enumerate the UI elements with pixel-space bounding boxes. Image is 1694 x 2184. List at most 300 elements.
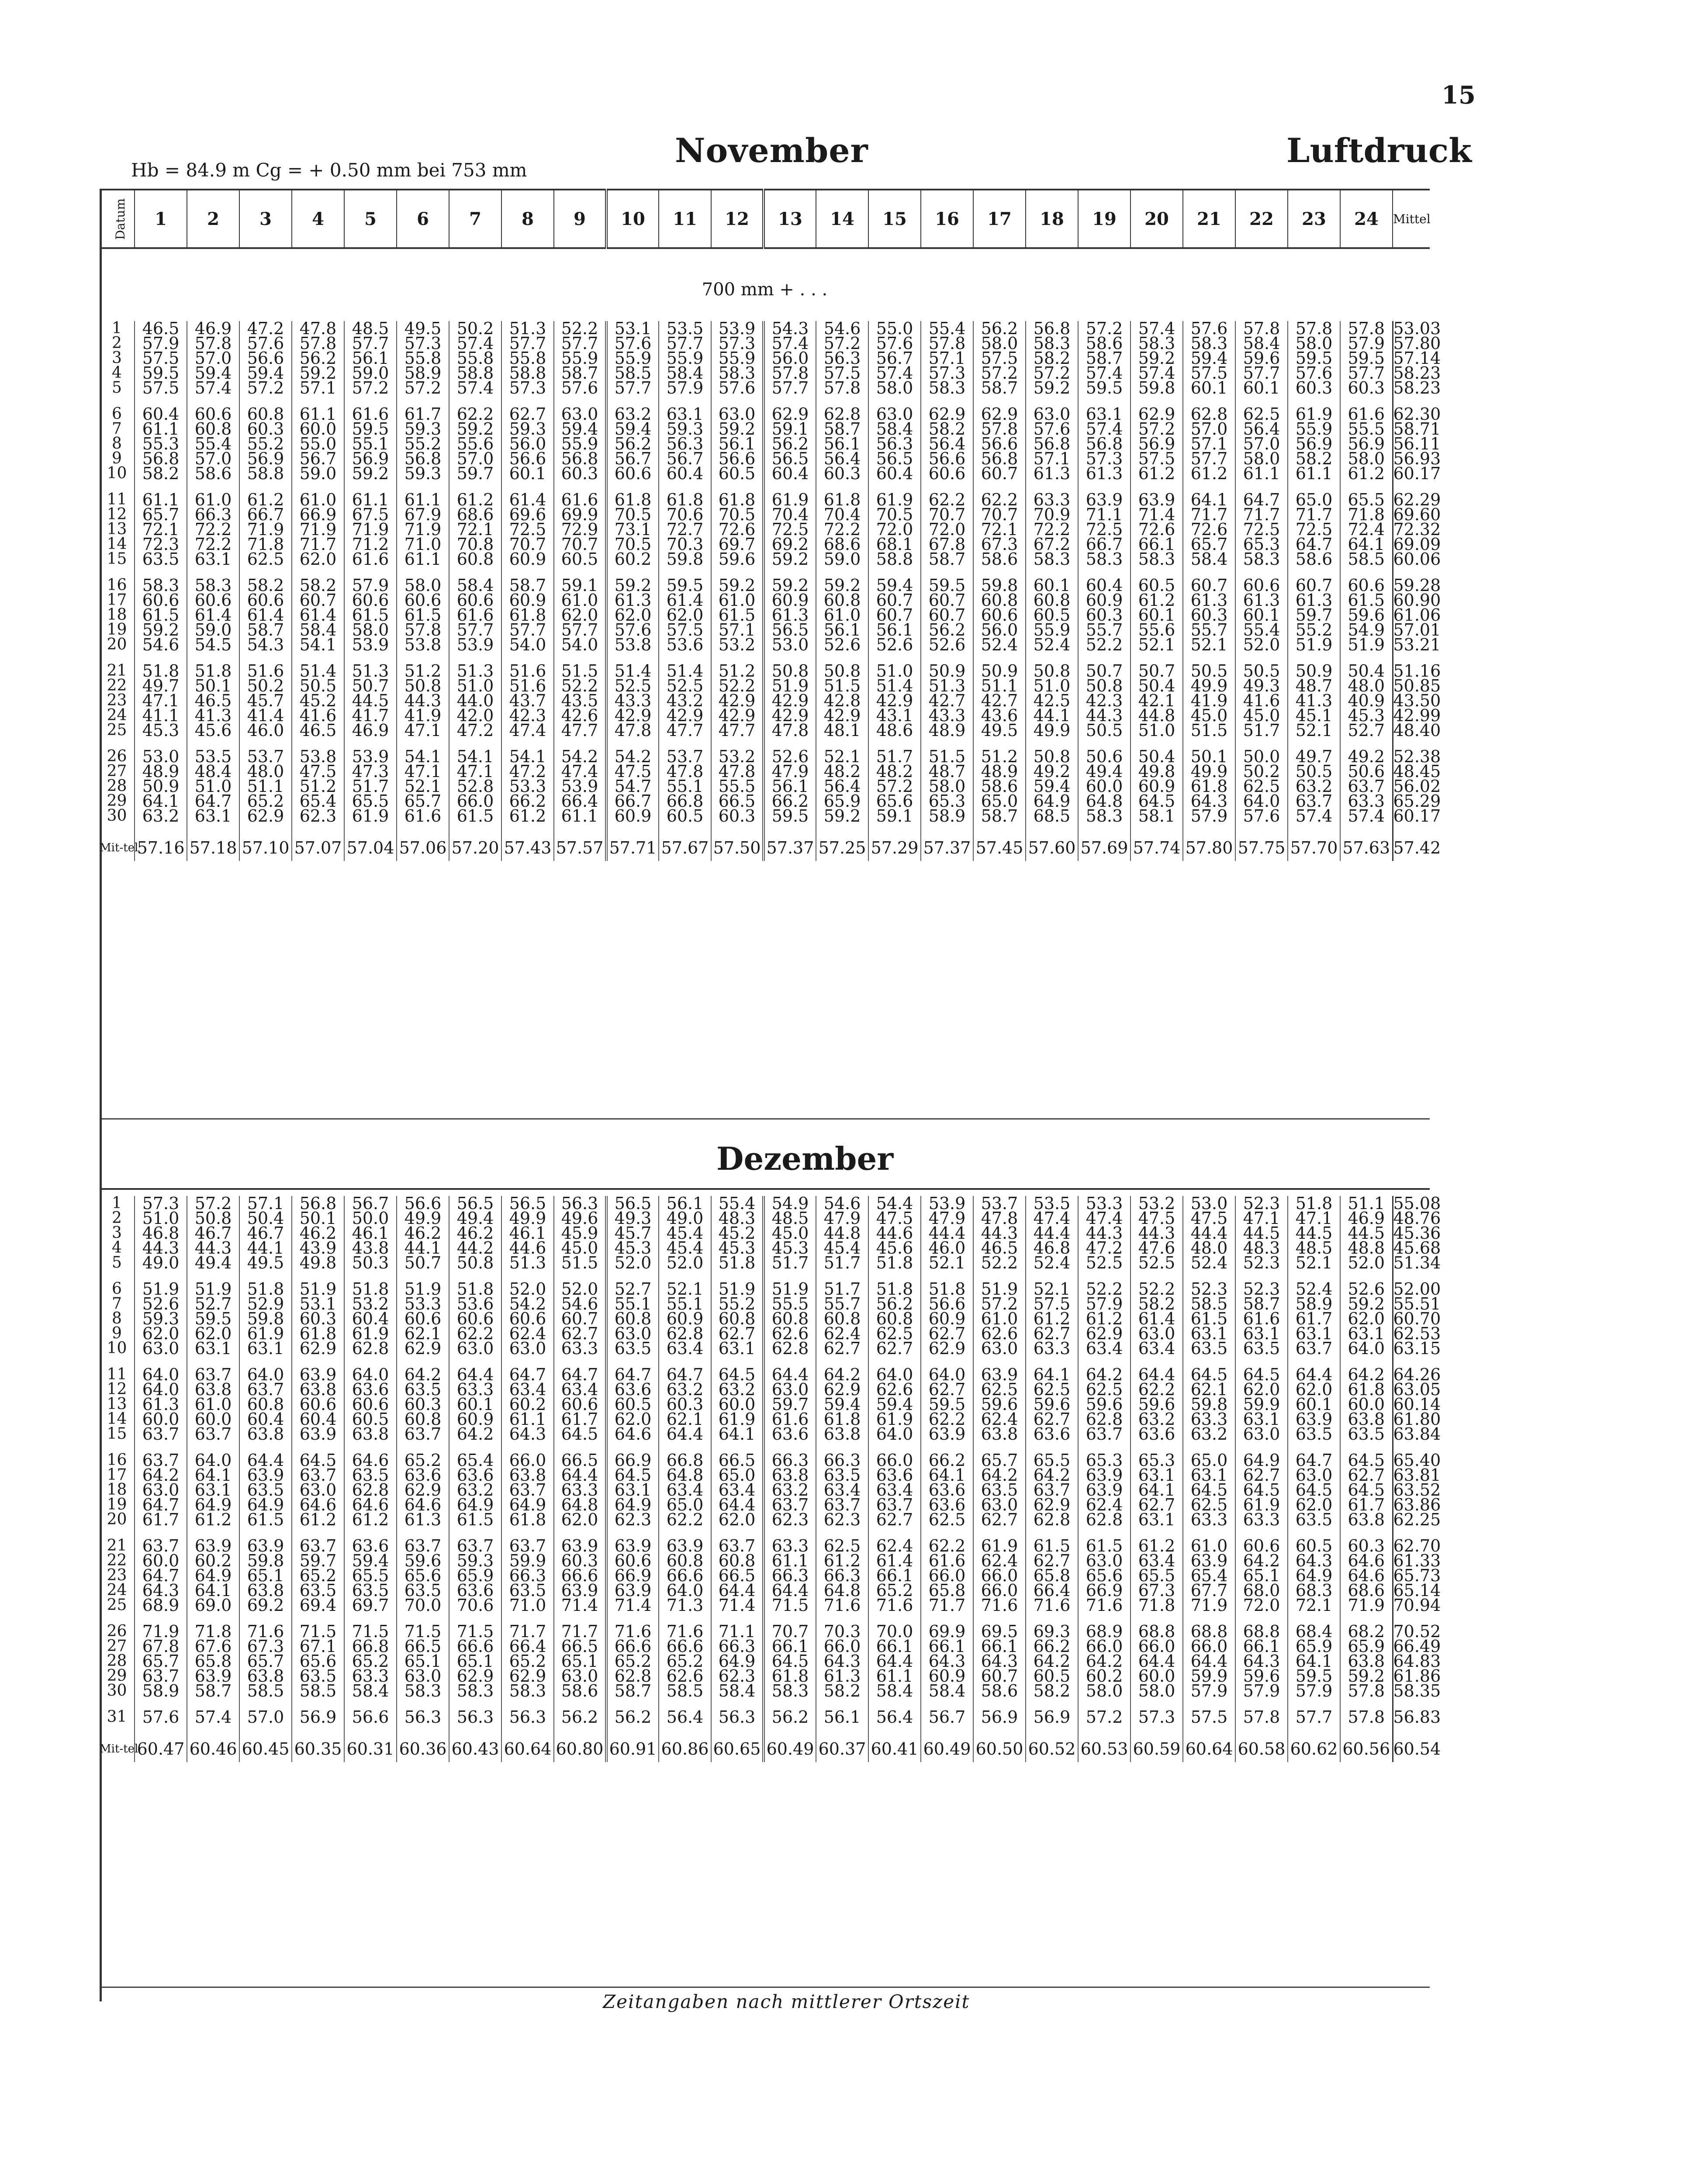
value-cell: 60.3 — [397, 1397, 449, 1412]
value-cell: 63.4 — [659, 1341, 711, 1356]
value-cell: 60.8 — [711, 1311, 764, 1326]
value-cell: 63.1 — [187, 809, 239, 823]
value-cell: 58.3 — [711, 366, 764, 380]
row-spacer — [100, 823, 1430, 835]
value-cell: 71.4 — [1130, 507, 1183, 522]
value-cell: 62.0 — [1235, 1382, 1288, 1397]
value-cell: 71.6 — [868, 1598, 921, 1613]
value-cell: 48.7 — [1288, 678, 1340, 693]
value-cell: 63.6 — [449, 1583, 501, 1598]
value-cell: 60.1 — [1235, 608, 1288, 622]
value-cell: 65.0 — [973, 794, 1026, 809]
value-cell: 62.5 — [868, 1326, 921, 1341]
day-label: 26 — [107, 747, 127, 765]
value-cell: 44.1 — [397, 1241, 449, 1255]
value-cell: 63.0 — [554, 407, 606, 422]
value-cell: 51.9 — [1288, 637, 1340, 652]
value-cell: 64.3 — [921, 1654, 973, 1669]
value-cell: 53.7 — [973, 1196, 1026, 1211]
value-cell: 62.5 — [1183, 1497, 1235, 1512]
value-cell: 51.5 — [921, 749, 973, 764]
value-cell: 58.7 — [1078, 351, 1130, 366]
value-cell: 55.4 — [1235, 622, 1288, 637]
value-cell: 50.1 — [292, 1211, 344, 1226]
hour-header: 16 — [921, 190, 973, 248]
value-cell: 56.1 — [711, 436, 764, 451]
value-cell: 60.1 — [1026, 578, 1078, 593]
value-cell: 56.4 — [816, 779, 868, 794]
value-cell: 63.8 — [501, 1468, 554, 1482]
value-cell: 63.6 — [1130, 1427, 1183, 1441]
value-cell: 44.5 — [1288, 1226, 1340, 1241]
value-cell: 56.8 — [135, 451, 187, 466]
value-cell: 58.6 — [1288, 552, 1340, 567]
value-cell: 59.3 — [397, 466, 449, 481]
value-cell: 58.5 — [606, 366, 659, 380]
value-cell: 68.0 — [1235, 1583, 1288, 1598]
value-cell: 45.3 — [764, 1241, 816, 1255]
day-label: 11 — [107, 491, 127, 508]
value-cell: 61.9 — [764, 492, 816, 507]
value-cell: 64.7 — [501, 1367, 554, 1382]
value-cell: 59.2 — [1340, 1296, 1393, 1311]
daily-mean-cell: 58.23 — [1393, 363, 1441, 383]
value-cell: 59.2 — [344, 466, 397, 481]
value-cell: 60.6 — [1235, 578, 1288, 593]
value-cell: 63.2 — [449, 1482, 501, 1497]
value-cell: 64.8 — [1078, 794, 1130, 809]
daily-mean-cell: 70.94 — [1393, 1596, 1441, 1615]
value-cell: 60.7 — [554, 1311, 606, 1326]
value-cell: 60.7 — [921, 608, 973, 622]
value-cell: 51.5 — [1183, 723, 1235, 738]
value-cell: 44.4 — [921, 1226, 973, 1241]
value-cell: 56.1 — [868, 622, 921, 637]
value-cell: 64.4 — [711, 1583, 764, 1598]
value-cell: 52.1 — [1183, 637, 1235, 652]
day-label: 17 — [107, 1466, 127, 1484]
value-cell: 56.8 — [292, 1196, 344, 1211]
value-cell: 42.9 — [711, 708, 764, 723]
value-cell: 63.1 — [1235, 1412, 1288, 1427]
value-cell: 64.6 — [1340, 1553, 1393, 1568]
value-cell: 61.4 — [292, 608, 344, 622]
table-row — [100, 1669, 1430, 1683]
hour-header: 14 — [816, 190, 868, 248]
value-cell: 70.3 — [659, 537, 711, 552]
month-title-november: November — [675, 131, 868, 170]
daily-mean-cell: 43.50 — [1393, 691, 1441, 710]
value-cell: 65.1 — [449, 1654, 501, 1669]
value-cell: 63.3 — [554, 1341, 606, 1356]
value-cell: 64.0 — [344, 1367, 397, 1382]
value-cell: 67.1 — [292, 1639, 344, 1654]
hour-header: 17 — [973, 190, 1026, 248]
value-cell: 63.6 — [868, 1468, 921, 1482]
daily-mean-cell: 56.11 — [1393, 434, 1441, 453]
value-cell: 52.2 — [1130, 1282, 1183, 1296]
value-cell: 60.3 — [659, 1397, 711, 1412]
value-cell: 48.4 — [187, 764, 239, 779]
value-cell: 63.1 — [1130, 1512, 1183, 1527]
value-cell: 64.0 — [659, 1583, 711, 1598]
value-cell: 61.1 — [554, 809, 606, 823]
value-cell: 64.5 — [1235, 1367, 1288, 1382]
value-cell: 50.0 — [1235, 749, 1288, 764]
value-cell: 62.5 — [1235, 779, 1288, 794]
value-cell: 61.4 — [659, 593, 711, 608]
table-row — [100, 1583, 1430, 1598]
value-cell: 52.5 — [1130, 1255, 1183, 1270]
value-cell: 62.9 — [921, 407, 973, 422]
value-cell: 46.0 — [239, 723, 292, 738]
day-label: 9 — [112, 1324, 122, 1342]
value-cell: 46.2 — [397, 1226, 449, 1241]
value-cell: 60.8 — [816, 1311, 868, 1326]
value-cell: 60.8 — [764, 1311, 816, 1326]
value-cell: 51.5 — [554, 663, 606, 678]
value-cell: 64.1 — [135, 794, 187, 809]
value-cell: 61.1 — [135, 422, 187, 436]
value-cell: 59.2 — [711, 422, 764, 436]
value-cell: 58.6 — [1078, 336, 1130, 351]
value-cell: 45.3 — [606, 1241, 659, 1255]
value-cell: 52.0 — [1235, 637, 1288, 652]
value-cell: 47.5 — [292, 764, 344, 779]
value-cell: 61.2 — [1340, 466, 1393, 481]
hourly-mean-cell: 60.80 — [554, 1736, 606, 1762]
value-cell: 63.0 — [764, 1382, 816, 1397]
value-cell: 66.3 — [187, 507, 239, 522]
value-cell: 56.7 — [292, 451, 344, 466]
daily-mean-cell: 64.26 — [1393, 1365, 1441, 1384]
value-cell: 60.7 — [921, 593, 973, 608]
value-cell: 51.6 — [501, 663, 554, 678]
value-cell: 55.1 — [659, 779, 711, 794]
value-cell: 60.4 — [292, 1412, 344, 1427]
value-cell: 56.9 — [1026, 1710, 1078, 1724]
value-cell: 60.1 — [1288, 1397, 1340, 1412]
value-cell: 66.0 — [449, 794, 501, 809]
value-cell: 57.4 — [868, 366, 921, 380]
value-cell: 44.4 — [1183, 1226, 1235, 1241]
day-label: 10 — [107, 1339, 127, 1357]
value-cell: 62.9 — [1078, 1326, 1130, 1341]
value-cell: 61.8 — [292, 1326, 344, 1341]
value-cell: 60.6 — [397, 593, 449, 608]
value-cell: 59.5 — [921, 1397, 973, 1412]
row-spacer — [100, 395, 1430, 407]
value-cell: 53.1 — [292, 1296, 344, 1311]
value-cell: 58.0 — [344, 622, 397, 637]
hourly-mean-cell: 57.20 — [449, 835, 501, 861]
value-cell: 60.6 — [1340, 578, 1393, 593]
value-cell: 60.0 — [187, 1412, 239, 1427]
value-cell: 46.7 — [187, 1226, 239, 1241]
value-cell: 66.3 — [816, 1453, 868, 1468]
value-cell: 58.4 — [659, 366, 711, 380]
value-cell: 61.2 — [1078, 1311, 1130, 1326]
value-cell: 60.7 — [973, 1669, 1026, 1683]
value-cell: 56.2 — [606, 436, 659, 451]
value-cell: 58.6 — [187, 466, 239, 481]
value-cell: 60.3 — [816, 466, 868, 481]
value-cell: 58.2 — [921, 422, 973, 436]
value-cell: 61.2 — [1026, 1311, 1078, 1326]
value-cell: 60.5 — [1130, 578, 1183, 593]
value-cell: 57.4 — [187, 380, 239, 395]
value-cell: 57.0 — [239, 1710, 292, 1724]
value-cell: 57.4 — [1340, 809, 1393, 823]
value-cell: 57.9 — [135, 336, 187, 351]
value-cell: 62.7 — [868, 1512, 921, 1527]
value-cell: 59.6 — [397, 1553, 449, 1568]
value-cell: 65.7 — [397, 794, 449, 809]
value-cell: 72.6 — [711, 522, 764, 537]
value-cell: 57.0 — [1235, 436, 1288, 451]
value-cell: 64.6 — [292, 1497, 344, 1512]
value-cell: 50.7 — [1130, 663, 1183, 678]
value-cell: 59.8 — [1130, 380, 1183, 395]
value-cell: 53.9 — [344, 637, 397, 652]
value-cell: 72.5 — [1288, 522, 1340, 537]
value-cell: 56.6 — [711, 451, 764, 466]
value-cell: 52.1 — [1026, 1282, 1078, 1296]
value-cell: 64.4 — [1183, 1654, 1235, 1669]
value-cell: 50.8 — [397, 678, 449, 693]
value-cell: 57.8 — [397, 622, 449, 637]
value-cell: 41.3 — [1288, 693, 1340, 708]
value-cell: 58.0 — [1235, 451, 1288, 466]
value-cell: 62.4 — [973, 1553, 1026, 1568]
value-cell: 72.1 — [135, 522, 187, 537]
value-cell: 55.7 — [1078, 622, 1130, 637]
value-cell: 55.9 — [554, 351, 606, 366]
mean-row-label: Mit-tel — [100, 1742, 138, 1755]
value-cell: 52.2 — [554, 321, 606, 336]
value-cell: 71.9 — [397, 522, 449, 537]
value-cell: 58.0 — [397, 578, 449, 593]
value-cell: 42.9 — [764, 693, 816, 708]
value-cell: 58.4 — [711, 1683, 764, 1698]
value-cell: 48.2 — [816, 764, 868, 779]
table-row — [100, 1367, 1430, 1382]
value-cell: 71.5 — [292, 1624, 344, 1639]
value-cell: 71.7 — [1235, 507, 1288, 522]
value-cell: 62.9 — [973, 407, 1026, 422]
value-cell: 63.9 — [1288, 1412, 1340, 1427]
value-cell: 48.6 — [868, 723, 921, 738]
value-cell: 51.9 — [187, 1282, 239, 1296]
value-cell: 64.4 — [1130, 1654, 1183, 1669]
daily-mean-cell: 48.76 — [1393, 1209, 1441, 1228]
value-cell: 65.9 — [1340, 1639, 1393, 1654]
value-cell: 60.9 — [764, 593, 816, 608]
hourly-mean-cell: 57.25 — [816, 835, 868, 861]
value-cell: 63.9 — [1078, 492, 1130, 507]
value-cell: 55.2 — [1288, 622, 1340, 637]
value-cell: 61.5 — [449, 1512, 501, 1527]
value-cell: 63.0 — [973, 1341, 1026, 1356]
value-cell: 52.3 — [1183, 1282, 1235, 1296]
value-cell: 64.4 — [554, 1468, 606, 1482]
value-cell: 61.3 — [135, 1397, 187, 1412]
value-cell: 57.9 — [1235, 1683, 1288, 1698]
value-cell: 53.8 — [292, 749, 344, 764]
value-cell: 56.9 — [973, 1710, 1026, 1724]
value-cell: 65.0 — [1288, 492, 1340, 507]
value-cell: 52.4 — [973, 637, 1026, 652]
value-cell: 61.5 — [1026, 1538, 1078, 1553]
value-cell: 64.5 — [1340, 1453, 1393, 1468]
value-cell: 66.7 — [606, 794, 659, 809]
value-cell: 71.6 — [1078, 1598, 1130, 1613]
value-cell: 66.4 — [554, 794, 606, 809]
value-cell: 71.9 — [292, 522, 344, 537]
value-cell: 47.1 — [397, 764, 449, 779]
value-cell: 52.1 — [1288, 1255, 1340, 1270]
value-cell: 57.2 — [1026, 366, 1078, 380]
value-cell: 58.3 — [1183, 336, 1235, 351]
value-cell: 60.9 — [921, 1669, 973, 1683]
value-cell: 57.7 — [1340, 366, 1393, 380]
value-cell: 51.2 — [711, 663, 764, 678]
value-cell: 46.1 — [501, 1226, 554, 1241]
value-cell: 58.9 — [135, 1683, 187, 1698]
value-cell: 63.9 — [606, 1583, 659, 1598]
value-cell: 46.8 — [1026, 1241, 1078, 1255]
value-cell: 57.5 — [1026, 1296, 1078, 1311]
value-cell: 60.8 — [816, 593, 868, 608]
value-cell: 49.2 — [1340, 749, 1393, 764]
value-cell: 57.7 — [659, 336, 711, 351]
value-cell: 42.7 — [973, 693, 1026, 708]
value-cell: 57.7 — [344, 336, 397, 351]
value-cell: 55.9 — [711, 351, 764, 366]
value-cell: 50.9 — [973, 663, 1026, 678]
value-cell: 52.1 — [1288, 723, 1340, 738]
value-cell: 61.3 — [816, 1669, 868, 1683]
value-cell: 43.2 — [659, 693, 711, 708]
value-cell: 65.7 — [135, 507, 187, 522]
value-cell: 52.5 — [606, 678, 659, 693]
daily-mean-cell: 72.32 — [1393, 520, 1441, 539]
value-cell: 61.3 — [1183, 593, 1235, 608]
value-cell: 57.8 — [187, 336, 239, 351]
day-label: 22 — [107, 1552, 127, 1569]
value-cell: 47.2 — [501, 764, 554, 779]
table-row — [100, 1282, 1430, 1296]
value-cell: 63.7 — [239, 1382, 292, 1397]
value-cell: 52.3 — [1235, 1282, 1288, 1296]
value-cell: 48.5 — [344, 321, 397, 336]
value-cell: 46.0 — [921, 1241, 973, 1255]
value-cell: 58.4 — [449, 578, 501, 593]
value-cell: 57.4 — [1130, 366, 1183, 380]
column-header — [100, 189, 1430, 249]
value-cell: 64.3 — [816, 1654, 868, 1669]
value-cell: 42.9 — [868, 693, 921, 708]
value-cell: 50.8 — [449, 1255, 501, 1270]
hourly-mean-cell: 57.06 — [397, 835, 449, 861]
value-cell: 57.7 — [554, 622, 606, 637]
value-cell: 54.2 — [501, 1296, 554, 1311]
value-cell: 67.9 — [397, 507, 449, 522]
value-cell: 57.8 — [973, 422, 1026, 436]
value-cell: 61.5 — [711, 608, 764, 622]
value-cell: 70.6 — [659, 507, 711, 522]
value-cell: 48.3 — [1235, 1241, 1288, 1255]
value-cell: 63.9 — [1078, 1482, 1130, 1497]
value-cell: 48.3 — [711, 1211, 764, 1226]
value-cell: 62.9 — [921, 1341, 973, 1356]
value-cell: 64.1 — [1288, 1654, 1340, 1669]
value-cell: 49.4 — [1078, 764, 1130, 779]
value-cell: 65.2 — [292, 1568, 344, 1583]
value-cell: 71.8 — [187, 1624, 239, 1639]
value-cell: 44.3 — [973, 1226, 1026, 1241]
value-cell: 63.7 — [764, 1497, 816, 1512]
daily-mean-cell: 53.21 — [1393, 635, 1441, 654]
value-cell: 63.9 — [292, 1427, 344, 1441]
value-cell: 72.2 — [187, 537, 239, 552]
value-cell: 66.6 — [554, 1568, 606, 1583]
hour-header: 9 — [554, 190, 606, 248]
value-cell: 50.5 — [1183, 663, 1235, 678]
value-cell: 65.6 — [292, 1654, 344, 1669]
value-cell: 66.9 — [606, 1453, 659, 1468]
value-cell: 59.6 — [1130, 1397, 1183, 1412]
value-cell: 56.1 — [764, 779, 816, 794]
value-cell: 65.6 — [397, 1568, 449, 1583]
value-cell: 60.2 — [1078, 1669, 1130, 1683]
value-cell: 63.7 — [1026, 1482, 1078, 1497]
value-cell: 61.6 — [1340, 407, 1393, 422]
value-cell: 52.7 — [1340, 723, 1393, 738]
value-cell: 51.3 — [501, 1255, 554, 1270]
value-cell: 64.1 — [1340, 537, 1393, 552]
value-cell: 60.9 — [501, 593, 554, 608]
value-cell: 61.2 — [1130, 1538, 1183, 1553]
value-cell: 57.0 — [187, 451, 239, 466]
value-cell: 45.2 — [711, 1226, 764, 1241]
value-cell: 56.7 — [606, 451, 659, 466]
value-cell: 59.2 — [606, 578, 659, 593]
value-cell: 56.2 — [764, 1710, 816, 1724]
value-cell: 57.1 — [1026, 451, 1078, 466]
value-cell: 60.9 — [606, 809, 659, 823]
value-cell: 53.7 — [659, 749, 711, 764]
value-cell: 72.5 — [764, 522, 816, 537]
value-cell: 44.3 — [1078, 708, 1130, 723]
value-cell: 52.7 — [187, 1296, 239, 1311]
value-cell: 71.6 — [239, 1624, 292, 1639]
value-cell: 64.0 — [921, 1367, 973, 1382]
value-cell: 65.4 — [449, 1453, 501, 1468]
value-cell: 65.5 — [344, 1568, 397, 1583]
value-cell: 50.8 — [1026, 749, 1078, 764]
value-cell: 71.9 — [1183, 1598, 1235, 1613]
value-cell: 52.2 — [1078, 637, 1130, 652]
value-cell: 63.7 — [501, 1538, 554, 1553]
value-cell: 51.9 — [973, 1282, 1026, 1296]
table-row — [100, 321, 1430, 336]
value-cell: 61.6 — [554, 492, 606, 507]
value-cell: 60.6 — [292, 1397, 344, 1412]
value-cell: 56.9 — [1288, 436, 1340, 451]
value-cell: 60.1 — [1235, 380, 1288, 395]
value-cell: 63.5 — [135, 552, 187, 567]
